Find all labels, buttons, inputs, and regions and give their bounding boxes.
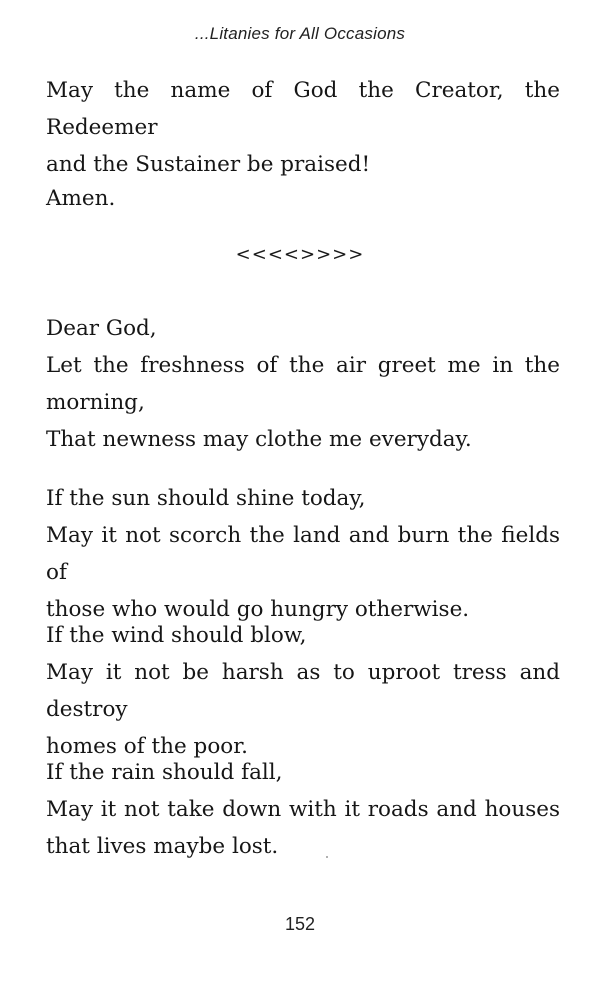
- text-line: those who would go hungry otherwise.: [46, 597, 470, 622]
- text-line: If the rain should fall,: [46, 760, 283, 785]
- amen-line: [46, 180, 560, 217]
- page-number: 152: [284, 914, 316, 934]
- text-line: and the Sustainer be praised!: [46, 152, 371, 177]
- section-separator: <<<<>>>>: [235, 244, 365, 265]
- text-line: Let the freshness of the air greet me in the: [46, 353, 560, 378]
- text-line: May it not take down with it roads and houses: [46, 797, 560, 822]
- text-line: Dear God,: [46, 316, 157, 341]
- text-line: May it not be harsh as to uproot tress and destroy: [46, 660, 560, 722]
- running-header: ...Litanies for All Occasions: [194, 24, 406, 43]
- stanza-wind: [46, 617, 560, 765]
- text-line: that lives maybe lost.: [46, 834, 279, 859]
- text-line: morning,: [46, 390, 145, 415]
- stanza-sun: [46, 480, 560, 628]
- stanza-rain: [46, 754, 560, 865]
- prayer-one-paragraph: [46, 72, 560, 183]
- text-line: May it not scorch the land and burn the fields of: [46, 523, 560, 585]
- text-line: May the name of God the Creator, the Redeemer: [46, 78, 560, 140]
- text-line: If the wind should blow,: [46, 623, 307, 648]
- stanza-salutation: [46, 310, 560, 458]
- text-line: homes of the poor.: [46, 734, 248, 759]
- scan-speck: [326, 856, 328, 858]
- text-line: That newness may clothe me everyday.: [46, 427, 472, 452]
- text-line: If the sun should shine today,: [46, 486, 366, 511]
- text-line: Amen.: [46, 186, 116, 211]
